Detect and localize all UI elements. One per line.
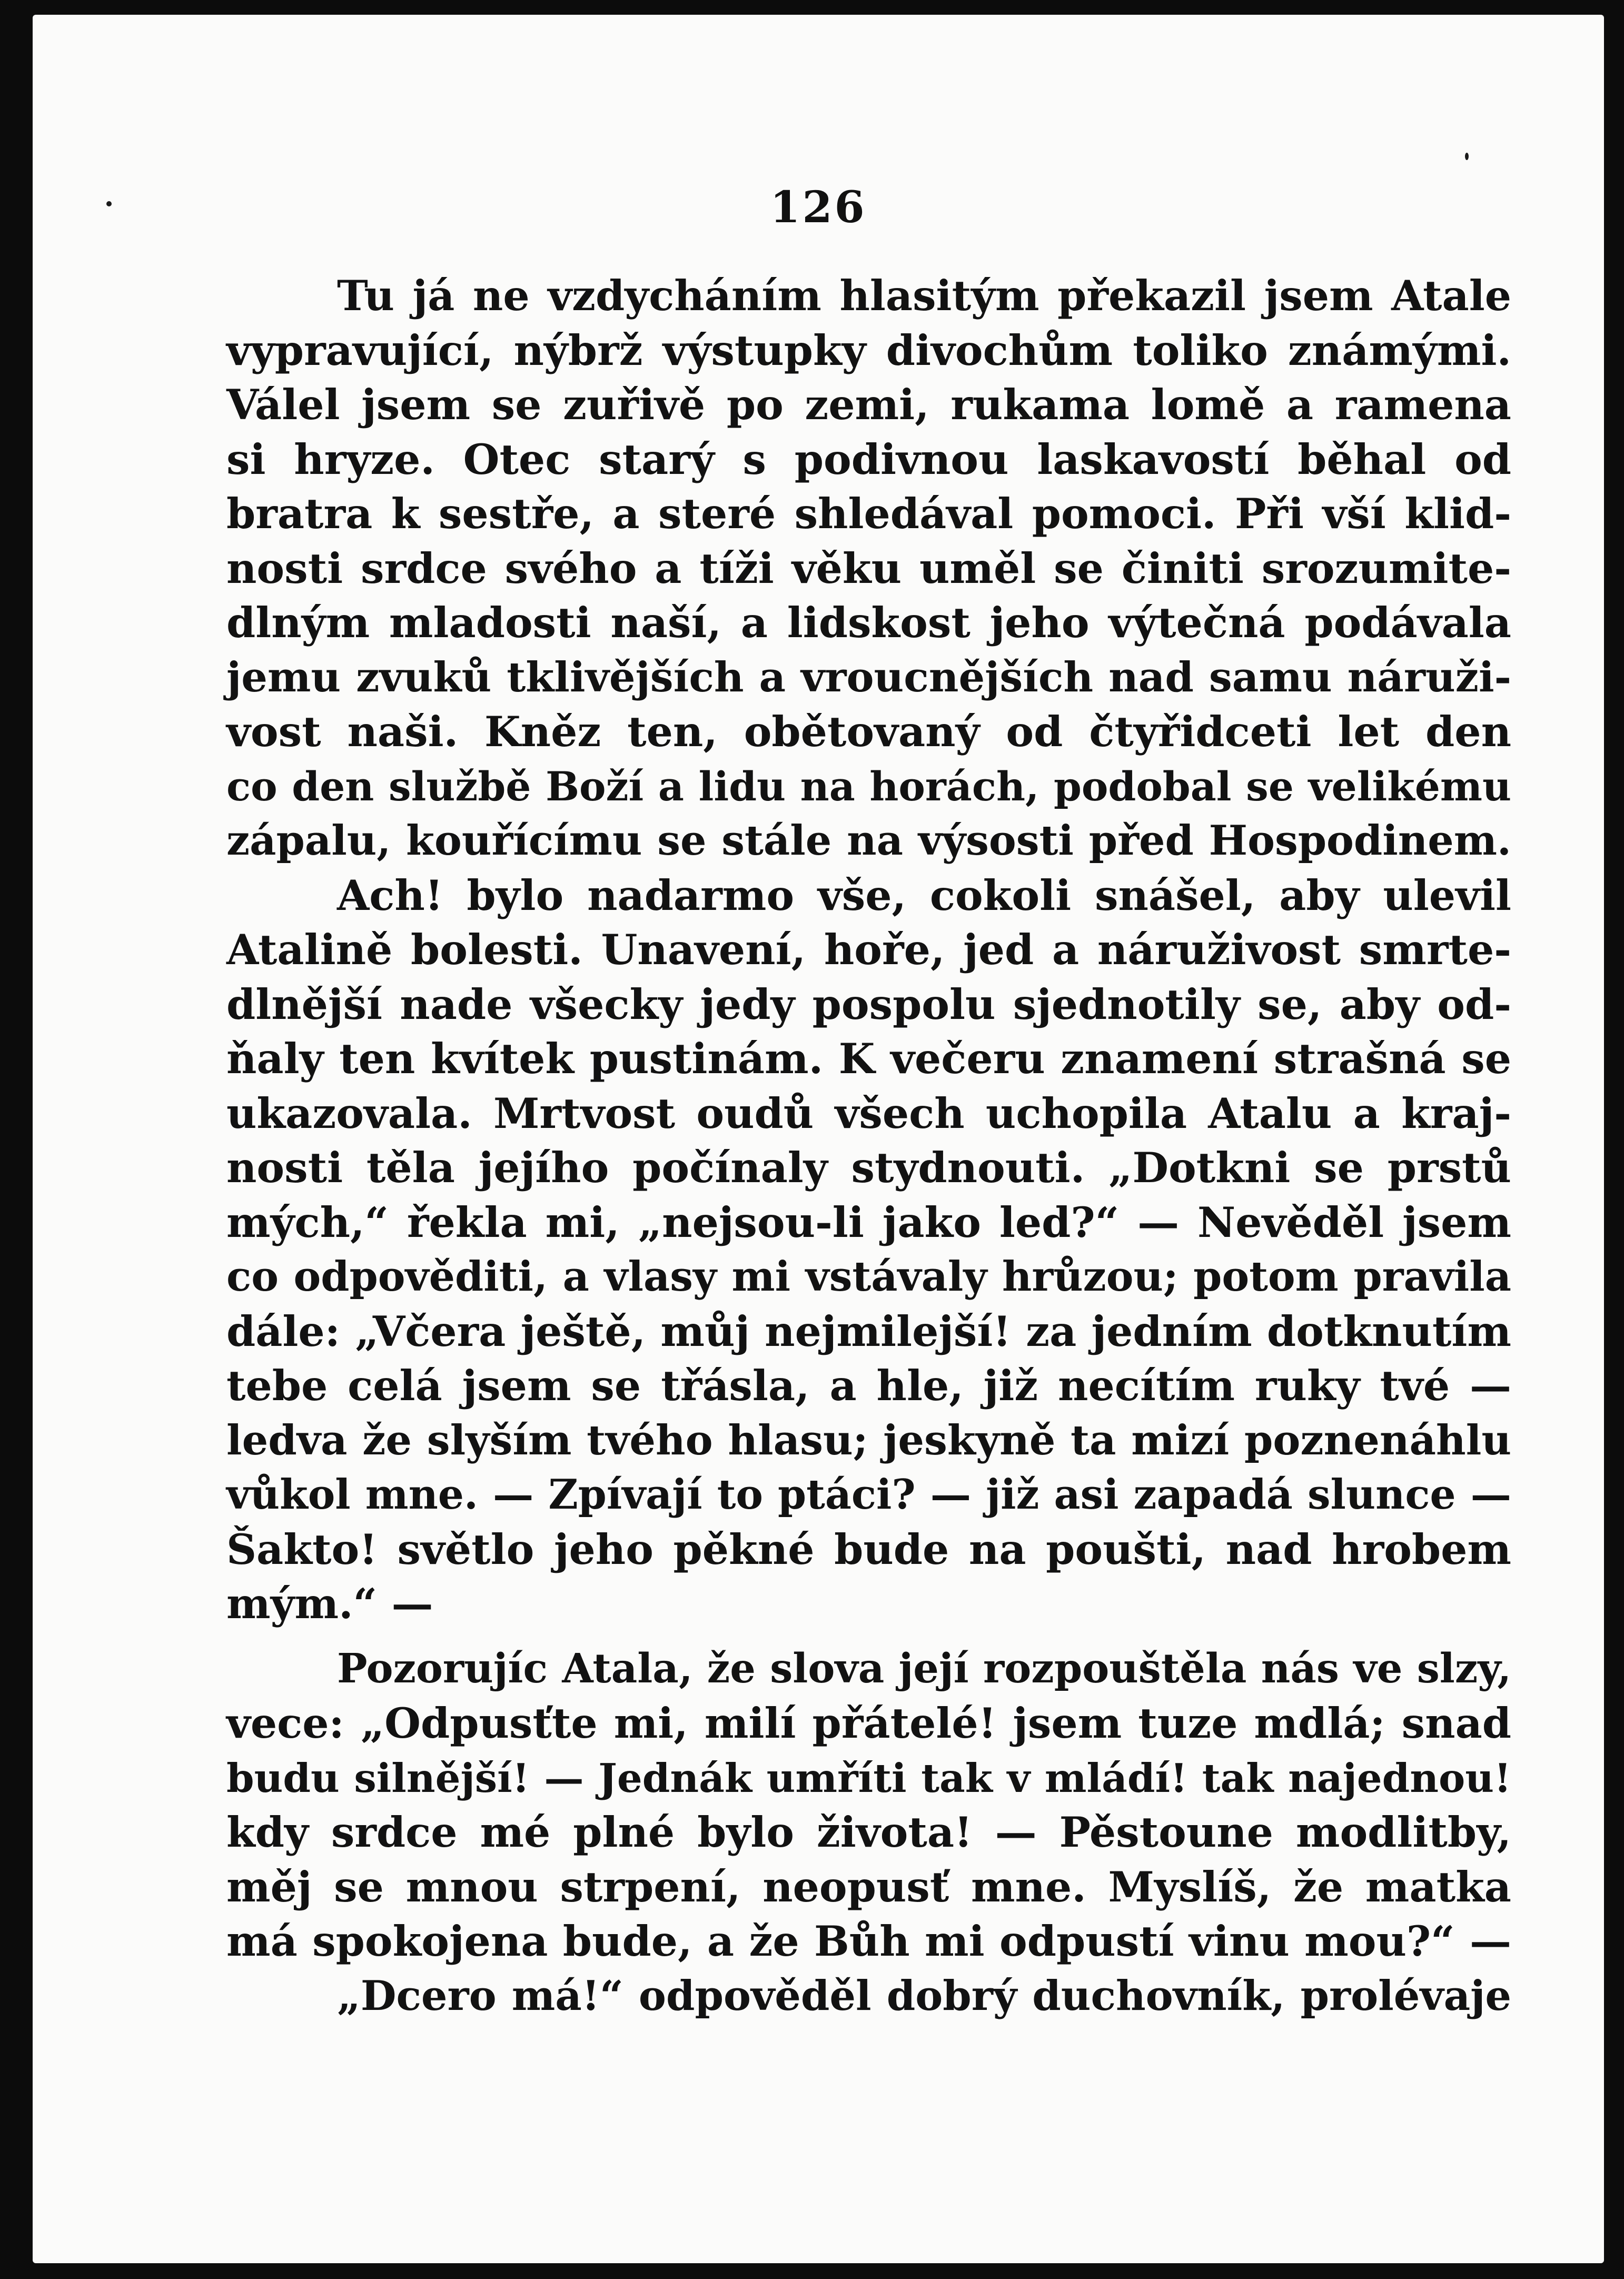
- text-line: ňaly ten kvítek pustinám. K večeru znamení strašná se: [226, 1034, 1511, 1083]
- text-line: má spokojena bude, a že Bůh mi odpustí vinu mou?“ —: [226, 1917, 1511, 1966]
- text-line: tebe celá jsem se třásla, a hle, již necítím ruky tvé —: [226, 1361, 1511, 1410]
- text-line: co odpověditi, a vlasy mi vstávaly hrůzou; potom pravila: [226, 1253, 1511, 1301]
- page-number: 126: [770, 182, 867, 233]
- text-line: nosti těla jejího počínaly stydnouti. „Dotkni se prstů: [226, 1143, 1511, 1192]
- text-line: vůkol mne. — Zpívají to ptáci? — již asi zapadá slunce —: [226, 1471, 1511, 1519]
- text-line: budu silnější! — Jednák umříti tak v mládí! tak najednou!: [226, 1754, 1511, 1801]
- text-line: měj se mnou strpení, neopusť mne. Myslíš, že matka: [226, 1862, 1511, 1911]
- text-line: vost naši. Kněz ten, obětovaný od čtyřidceti let den: [226, 707, 1511, 756]
- text-line: zápalu, kouřícímu se stále na výsosti před Hospodinem.: [226, 817, 1511, 865]
- text-line: dlnější nade všecky jedy pospolu sjednotily se, aby od-: [226, 979, 1511, 1029]
- text-line: mým.“ —: [226, 1579, 433, 1628]
- text-line: „Dcero má!“ odpověděl dobrý duchovník, prolévaje: [337, 1971, 1511, 2020]
- text-line: mých,“ řekla mi, „nejsou-li jako led?“ — Nevěděl jsem: [226, 1197, 1511, 1247]
- text-line: Tu já ne vzdycháním hlasitým překazil jsem Atale: [337, 271, 1511, 320]
- text-line: si hryze. Otec starý s podivnou laskavostí běhal od: [226, 434, 1511, 484]
- text-line: co den službě Boží a lidu na horách, podobal se velikému: [226, 762, 1511, 810]
- text-line: jemu zvuků tklivějších a vroucnějších nad samu náruži-: [226, 653, 1511, 701]
- text-line: dlným mladosti naší, a lidskost jeho výtečná podávala: [226, 598, 1511, 647]
- text-line: kdy srdce mé plné bylo života! — Pěstoune modlitby,: [226, 1808, 1511, 1857]
- text-line: Šakto! světlo jeho pěkné bude na poušti, nad hrobem: [226, 1524, 1511, 1574]
- body-text: [226, 269, 1511, 2023]
- paragraph-gap: [226, 1631, 1511, 1642]
- text-line: Ach! bylo nadarmo vše, cokoli snášel, aby ulevil: [337, 870, 1511, 920]
- text-line: ukazovala. Mrtvost oudů všech uchopila Atalu a kraj-: [226, 1088, 1511, 1138]
- ink-speck: [106, 201, 112, 206]
- text-line: vece: „Odpusťte mi, milí přátelé! jsem tuze mdlá; snad: [226, 1699, 1511, 1748]
- ink-speck: [1465, 153, 1469, 160]
- text-line: ledva že slyším tvého hlasu; jeskyně ta mizí poznenáhlu: [226, 1416, 1511, 1464]
- text-line: Válel jsem se zuřivě po zemi, rukama lomě a ramena: [226, 380, 1511, 429]
- text-line: dále: „Včera ještě, můj nejmilejší! za jedním dotknutím: [226, 1306, 1511, 1356]
- text-line: bratra k sestře, a steré shledával pomoci. Při vší klid-: [226, 489, 1511, 538]
- text-line: Atalině bolesti. Unavení, hoře, jed a náruživost smrte-: [226, 925, 1511, 974]
- text-line: nosti srdce svého a tíži věku uměl se činiti srozumite-: [226, 543, 1511, 593]
- text-line: vypravující, nýbrž výstupky divochům toliko známými.: [226, 325, 1511, 375]
- text-line: Pozorujíc Atala, že slova její rozpouštěla nás ve slzy,: [337, 1644, 1511, 1692]
